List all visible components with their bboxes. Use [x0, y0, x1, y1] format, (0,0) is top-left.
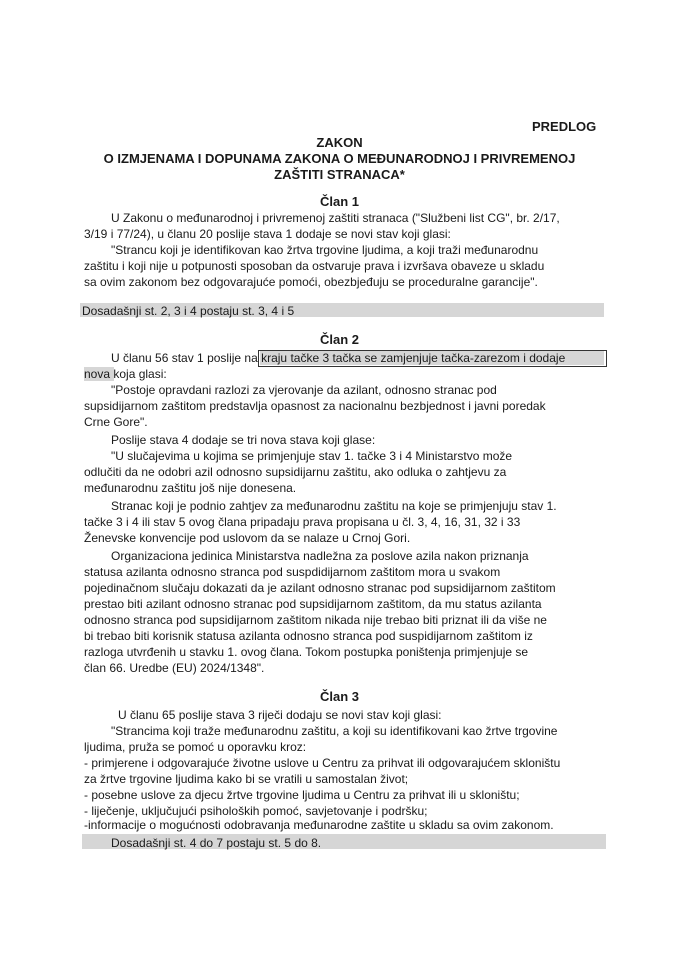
clan3-line5: za žrtve trgovine ljudima kako bi se vratili u samostalan život;: [84, 772, 409, 786]
clan2-line9: međunarodnu zaštitu još nije donesena.: [84, 481, 297, 495]
law-title-line1: O IZMJENAMA I DOPUNAMA ZAKONA O MEĐUNARODNOJ I PRIVREMENOJ: [103, 151, 576, 166]
clan2-line4: supsidijarnom zaštitom predstavlja opasnost za nacionalnu bezbjednost i javni poredak: [84, 399, 546, 413]
clan2-line6: Poslije stava 4 dodaje se tri nova stava koji glase:: [111, 433, 376, 447]
clan2-line17: odnosno stranca pod supsidijarnom zaštitom nikada nije trebao biti priznat ili da više ne: [84, 613, 547, 627]
law-heading: ZAKON: [316, 135, 363, 150]
clan2-line1-highlight: poslije na kraju tačke 3 tačka se zamjenjuje tačka-zarezom i dodaje: [207, 351, 566, 365]
clan3-line6: - posebne uslove za djecu žrtve trgovine ljudima u Centru za prihvat ili u skloništu;: [84, 788, 520, 802]
clan2-line1-start: U članu 56 stav 1: [111, 351, 208, 365]
clan3-line4: - primjerene i odgovarajuće životne uslove u Centru za prihvat ili odgovarajućem skloništu: [84, 756, 561, 770]
clan2-line13: Organizaciona jedinica Ministarstva nadležna za poslove azila nakon priznanja: [111, 549, 529, 563]
clan1-line6: Dosadašnji st. 2, 3 i 4 postaju st. 3, 4 i 5: [82, 304, 295, 318]
clan2-line7: "U slučajevima u kojima se primjenjuje stav 1. tačke 3 i 4 Ministarstvo može: [111, 449, 513, 463]
clan2-line3: "Postoje opravdani razlozi za vjerovanje da azilant, odnosno stranac pod: [111, 383, 497, 397]
clan3-line9: Dosadašnji st. 4 do 7 postaju st. 5 do 8.: [111, 836, 322, 850]
clan2-line2: [84, 367, 167, 381]
clan1-line5: sa ovim zakonom bez odgovarajuće pomoći, obezbjeđuju se proceduralne garancije".: [84, 275, 538, 289]
clan3-line1: U članu 65 poslije stava 3 riječi dodaju se novi stav koji glasi:: [118, 708, 442, 722]
clan3-heading: Član 3: [319, 689, 359, 704]
clan2-line16: prestao biti azilant odnosno stranac pod supsidijarnom zaštitom, da mu status azilanta: [84, 597, 542, 611]
clan2-line14: statusa azilanta odnosno stranca pod suspdidijarnom zaštitom mora u svakom: [84, 565, 501, 579]
clan2-line8: odlučiti da ne odobri azil odnosno supsidijarnu zaštitu, ako odluka o zahtjevu za: [84, 465, 507, 479]
clan3-line8-visible: -informacije o mogućnosti odobravanja međunarodne zaštite u skladu sa ovim zakonom.: [84, 818, 554, 832]
clan2-line12: Ženevske konvencije pod uslovom da se nalaze u Crnoj Gori.: [84, 531, 411, 545]
clan2-line5: Crne Gore".: [84, 415, 148, 429]
clan3-line7: - liječenje, uključujući psiholoških pomoć, savjetovanje i podršku;: [84, 804, 428, 818]
predlog-label: PREDLOG: [532, 119, 597, 134]
clan1-line1: U Zakonu o međunarodnoj i privremenoj zaštiti stranaca ("Službeni list CG", br. 2/17,: [111, 211, 560, 225]
clan2-line19: razloga utvrđenih u stavku 1. ovog člana. Tokom postupka poništenja primjenjuje se: [84, 645, 529, 659]
clan1-heading: Član 1: [319, 194, 359, 209]
clan2-line18: bi trebao biti korisnik statusa azilanta odnosno stranca pod suspidijarnom zaštitom iz: [84, 629, 533, 643]
clan2-line20: član 66. Uredbe (EU) 2024/1348".: [84, 661, 265, 675]
clan2-line1: [111, 351, 565, 365]
clan2-line15: pojedinačnom slučaju dokazati da je azilant odnosno stranac pod supsidijarnom zaštitom: [84, 581, 556, 595]
clan1-line2: 3/19 i 77/24), u članu 20 poslije stava 1 dodaje se novi stav koji glasi:: [84, 227, 451, 241]
clan3-line3: ljudima, pruža se pomoć u oporavku kroz:: [84, 740, 307, 754]
law-title-line2: ZAŠTITI STRANACA*: [274, 167, 405, 182]
clan2-line11: tačke 3 i 4 ili stav 5 ovog člana pripadaju prava propisana u čl. 3, 4, 16, 31, 32 i 33: [84, 515, 521, 529]
clan2-line10: Stranac koji je podnio zahtjev za međunarodnu zaštitu na koje se primjenjuju stav 1.: [111, 499, 557, 513]
clan2-line2-rest: koja glasi:: [110, 367, 167, 381]
clan1-line4: zaštitu i koji nije u potpunosti sposoban da ostvaruje prava i izvršava obaveze u skladu: [84, 259, 545, 273]
clan3-line2: "Strancima koji traže međunarodnu zaštitu, a koji su identifikovani kao žrtve trgovine: [111, 724, 558, 738]
clan2-line2-highlight: nova: [84, 367, 111, 381]
clan2-heading: Član 2: [319, 332, 359, 347]
clan1-line3: "Strancu koji je identifikovan kao žrtva trgovine ljudima, a koji traži međunarodnu: [111, 243, 539, 257]
